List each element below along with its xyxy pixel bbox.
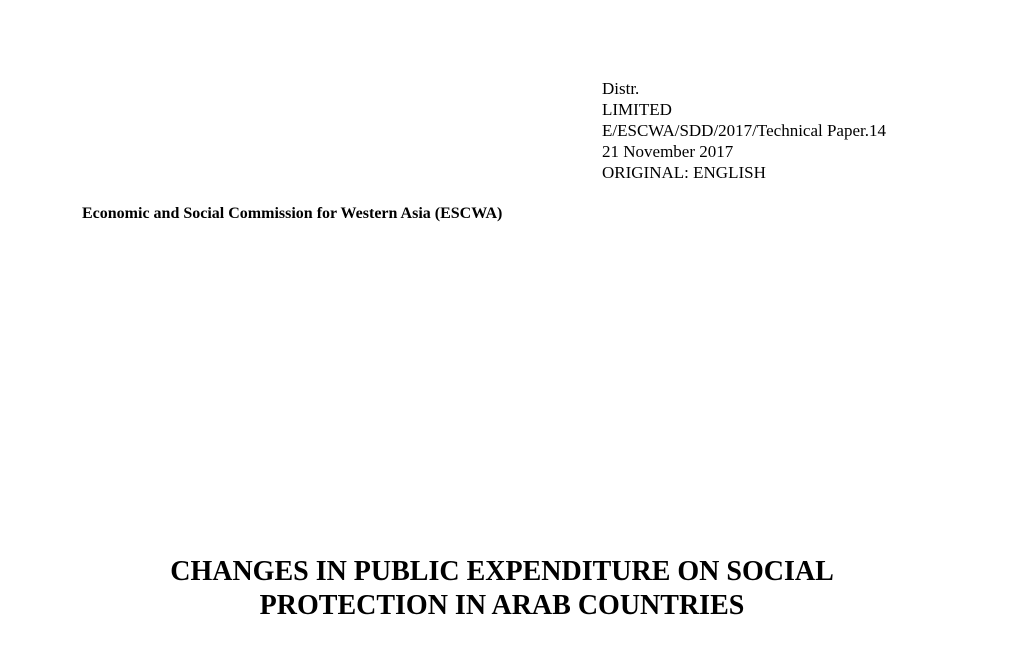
document-title-line-2: PROTECTION IN ARAB COUNTRIES — [259, 590, 745, 621]
classification-label: LIMITED — [602, 100, 672, 119]
organization-name: Economic and Social Commission for Western Asia (ESCWA) — [82, 205, 503, 222]
document-symbol: E/ESCWA/SDD/2017/Technical Paper.14 — [602, 121, 886, 140]
document-title — [0, 555, 1004, 623]
document-distribution-block — [602, 78, 1002, 183]
original-language: ORIGINAL: ENGLISH — [602, 163, 766, 182]
document-title-line-1: CHANGES IN PUBLIC EXPENDITURE ON SOCIAL — [170, 556, 834, 587]
document-date: 21 November 2017 — [602, 142, 734, 161]
distribution-label: Distr. — [602, 79, 640, 98]
